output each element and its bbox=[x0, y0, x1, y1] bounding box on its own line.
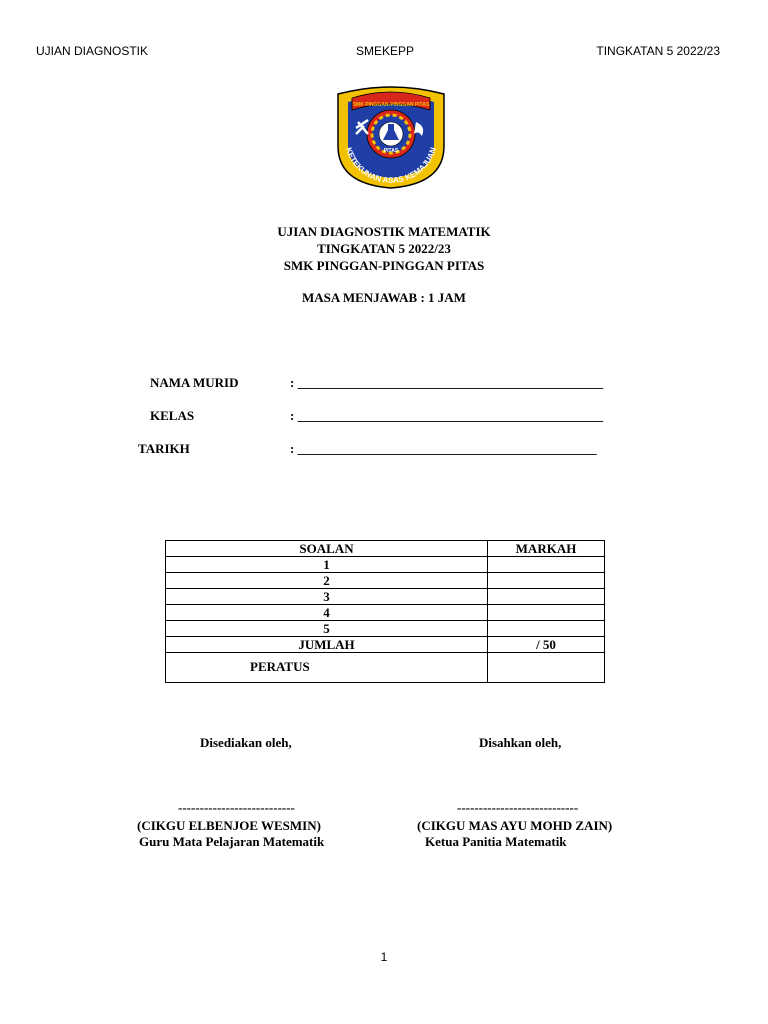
table-row bbox=[166, 589, 605, 605]
table-header-marks: MARKAH bbox=[488, 541, 605, 557]
score-table bbox=[165, 540, 605, 683]
field-value-date: : ______________________________________________ bbox=[290, 441, 597, 456]
prepared-by-signature-line: --------------------------- bbox=[178, 800, 295, 815]
approved-by-role: Ketua Panitia Matematik bbox=[425, 834, 567, 849]
prepared-by-role: Guru Mata Pelajaran Matematik bbox=[139, 834, 325, 849]
table-cell-question: 2 bbox=[166, 573, 488, 589]
table-cell-question: 3 bbox=[166, 589, 488, 605]
logo-top-text: SMK PINGGAN-PINGGAN PITAS bbox=[352, 102, 430, 108]
page-number: 1 bbox=[380, 950, 388, 964]
title-line-3: SMK PINGGAN-PINGGAN PITAS bbox=[283, 258, 485, 273]
title-line-2: TINGKATAN 5 2022/23 bbox=[317, 241, 451, 256]
field-label-date: TARIKH bbox=[138, 441, 190, 456]
table-total-value: / 50 bbox=[488, 637, 605, 653]
approved-by-name: (CIKGU MAS AYU MOHD ZAIN) bbox=[417, 818, 613, 833]
table-cell-question: 4 bbox=[166, 605, 488, 621]
header-center: SMEKEPP bbox=[356, 44, 415, 58]
table-cell-marks bbox=[488, 573, 605, 589]
field-label-name: NAMA MURID bbox=[150, 375, 239, 390]
exam-duration: MASA MENJAWAB : 1 JAM bbox=[302, 290, 466, 305]
logo-motto: KETEKUNAN ASAS KEMAJUAN bbox=[344, 146, 438, 185]
prepared-by-caption: Disediakan oleh, bbox=[200, 735, 292, 750]
table-percent-label: PERATUS bbox=[166, 653, 488, 683]
table-cell-marks bbox=[488, 605, 605, 621]
table-cell-question: 5 bbox=[166, 621, 488, 637]
table-cell-marks bbox=[488, 589, 605, 605]
table-total-label: JUMLAH bbox=[166, 637, 488, 653]
table-row bbox=[166, 573, 605, 589]
table-row bbox=[166, 605, 605, 621]
table-header-question: SOALAN bbox=[166, 541, 488, 557]
header-right: TINGKATAN 5 2022/23 bbox=[596, 44, 720, 58]
table-cell-marks bbox=[488, 621, 605, 637]
table-cell-question: 1 bbox=[166, 557, 488, 573]
field-label-class: KELAS bbox=[150, 408, 195, 423]
table-header-row bbox=[166, 541, 605, 557]
header-left: UJIAN DIAGNOSTIK bbox=[36, 44, 149, 58]
table-total-row bbox=[166, 637, 605, 653]
approved-by-signature-line: ---------------------------- bbox=[457, 800, 579, 815]
table-row bbox=[166, 621, 605, 637]
field-value-class: : _______________________________________________ bbox=[290, 408, 604, 423]
approved-by-caption: Disahkan oleh, bbox=[479, 735, 562, 750]
table-percent-value bbox=[488, 653, 605, 683]
school-logo bbox=[334, 84, 448, 190]
title-line-1: UJIAN DIAGNOSTIK MATEMATIK bbox=[277, 224, 491, 239]
table-row bbox=[166, 557, 605, 573]
prepared-by-name: (CIKGU ELBENJOE WESMIN) bbox=[137, 818, 321, 833]
table-percent-row bbox=[166, 653, 605, 683]
field-value-name: : _______________________________________________ bbox=[290, 375, 604, 390]
logo-center-text: PITAS bbox=[383, 148, 399, 154]
table-cell-marks bbox=[488, 557, 605, 573]
